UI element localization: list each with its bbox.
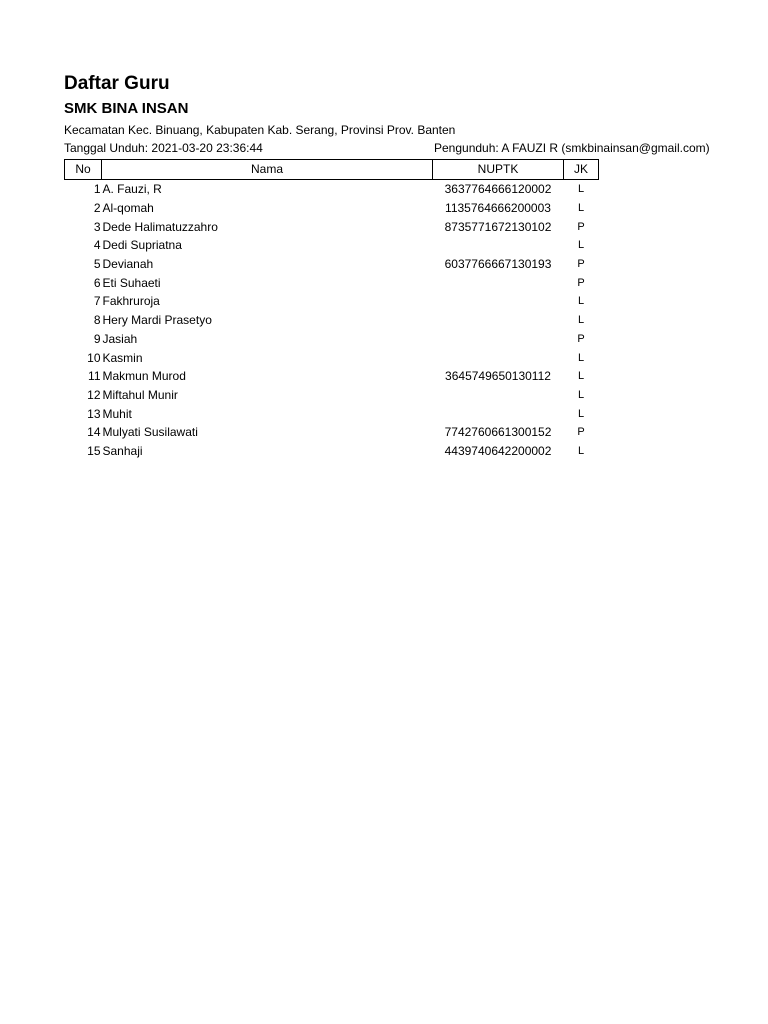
row-jk: P [577,332,585,345]
row-name: Kasmin [102,350,143,365]
row-no: 7 [93,294,101,309]
row-no: 8 [93,313,101,328]
row-jk: L [577,351,585,364]
row-no: 15 [87,443,101,458]
table-row [65,292,599,311]
table-row [65,236,599,255]
table-row [65,386,599,405]
row-nuptk: 4439740642200002 [444,443,552,458]
row-name: Muhit [102,406,132,421]
location-line: Kecamatan Kec. Binuang, Kabupaten Kab. Serang, Provinsi Prov. Banten [64,123,456,137]
row-name: Dede Halimatuzzahro [102,219,218,234]
table-row [65,348,599,367]
row-name: Jasiah [102,331,138,346]
row-nuptk: 8735771672130102 [444,219,552,234]
row-nuptk [433,348,564,367]
table-row [65,423,599,442]
row-name: Al-qomah [102,201,154,216]
row-no: 3 [93,219,101,234]
row-jk: L [577,183,585,196]
row-name: Eti Suhaeti [102,275,161,290]
row-name: Makmun Murod [102,369,186,384]
row-name: Hery Mardi Prasetyo [102,313,212,328]
table-row [65,180,599,199]
downloader-text: Pengunduh: A FAUZI R (smkbinainsan@gmail.com) [434,141,710,155]
row-name: Mulyati Susilawati [102,425,198,440]
header-jk: JK [564,160,599,180]
table-row [65,404,599,423]
row-no: 5 [93,257,101,272]
row-nuptk [433,236,564,255]
row-nuptk [433,311,564,330]
table-row [65,273,599,292]
row-nuptk: 1135764666200003 [445,201,551,216]
row-nuptk [433,404,564,423]
row-nuptk [433,273,564,292]
table-row [65,330,599,349]
download-date: Tanggal Unduh: 2021-03-20 23:36:44 [64,141,263,155]
row-no: 10 [87,350,101,365]
row-no: 4 [93,238,101,253]
row-jk: L [577,370,585,383]
row-jk: L [577,314,585,327]
row-name: Miftahul Munir [102,387,178,402]
row-no: 13 [87,406,101,421]
row-jk: L [577,407,585,420]
row-nuptk [433,292,564,311]
row-no: 11 [88,369,101,384]
row-jk: P [577,276,585,289]
header-nuptk: NUPTK [433,160,564,180]
row-nuptk: 3637764666120002 [444,182,552,197]
table-row [65,255,599,274]
row-nuptk: 6037766667130193 [444,257,552,272]
teacher-table [64,159,599,460]
table-row [65,217,599,236]
row-jk: L [577,295,585,308]
header-name: Nama [102,160,433,180]
table-row [65,311,599,330]
downloader-info [434,141,710,156]
row-jk: P [577,258,585,271]
row-nuptk: 7742760661300152 [444,425,552,440]
table-header-row [65,160,599,180]
row-name: A. Fauzi, R [102,182,162,197]
row-jk: P [577,426,585,439]
row-jk: L [577,239,585,252]
table-row [65,367,599,386]
row-no: 6 [93,275,101,290]
row-nuptk: 3645749650130112 [445,369,551,384]
row-nuptk [433,386,564,405]
row-no: 14 [87,425,101,440]
table-row [65,442,599,461]
row-name: Sanhaji [102,443,143,458]
row-no: 2 [93,201,101,216]
row-no: 1 [93,182,101,197]
row-jk: L [577,388,585,401]
row-name: Dedi Supriatna [102,238,182,253]
page-title: Daftar Guru [64,73,170,94]
row-name: Devianah [102,257,154,272]
row-jk: L [577,444,585,457]
row-no: 9 [93,331,101,346]
header-no: No [65,160,102,180]
row-no: 12 [87,387,101,402]
row-jk: L [577,202,585,215]
table-row [65,199,599,218]
row-name: Fakhruroja [102,294,160,309]
row-nuptk [433,330,564,349]
row-jk: P [577,220,585,233]
school-name: SMK BINA INSAN [64,100,189,117]
